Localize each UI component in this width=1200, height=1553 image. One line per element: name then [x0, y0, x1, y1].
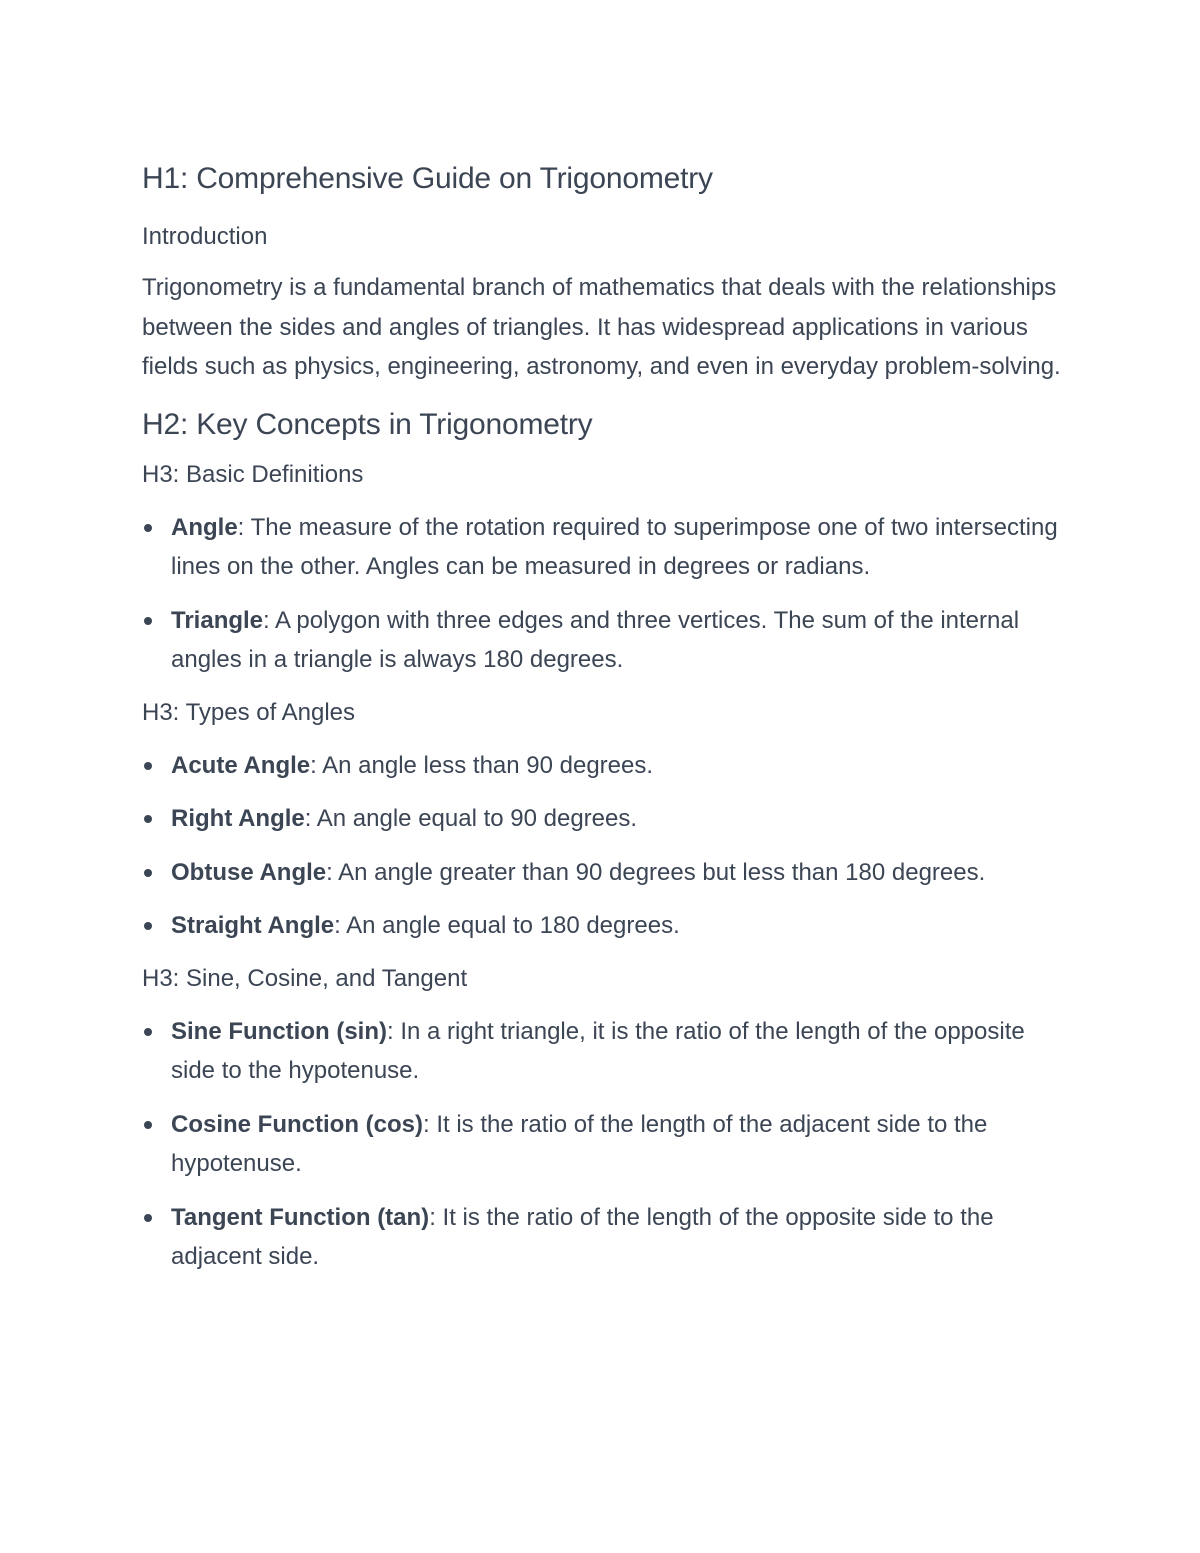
list-item [142, 1198, 1062, 1277]
intro-paragraph: Trigonometry is a fundamental branch of mathematics that deals with the relationships between the sides and angles of triangles. It has widespread applications in various fields such as physics, engineering, astronomy, and even in everyday problem-solving. [142, 274, 1061, 380]
document-page [142, 158, 1062, 1293]
list-item [142, 1105, 1062, 1184]
term-label: Angle [171, 513, 238, 541]
term-description: : An angle equal to 180 degrees. [334, 912, 680, 939]
term-description: : An angle less than 90 degrees. [310, 751, 654, 779]
term-description: : In a right triangle, it is the ratio of the length of the opposite side to the hypotenuse. [171, 1017, 1025, 1084]
term-description: : A polygon with three edges and three vertices. The sum of the internal angles in a triangle is always 180 degrees. [171, 606, 1020, 673]
term-label: Acute Angle [171, 751, 311, 779]
bullet-list-trig-functions [142, 1012, 1062, 1277]
list-item [142, 601, 1062, 680]
term-label: Triangle [171, 606, 264, 634]
term-description: : An angle greater than 90 degrees but less than 180 degrees. [326, 858, 986, 886]
list-item [142, 1012, 1062, 1091]
term-label: Straight Angle [171, 912, 335, 939]
term-label: Right Angle [171, 805, 305, 832]
term-description: : It is the ratio of the length of the adjacent side to the hypotenuse. [171, 1110, 988, 1177]
list-item [142, 853, 1062, 893]
list-item [142, 508, 1062, 587]
bullet-list-types-of-angles [142, 746, 1062, 946]
term-description: : An angle equal to 90 degrees. [304, 805, 638, 832]
term-label: Obtuse Angle [171, 858, 327, 886]
term-description: : It is the ratio of the length of the opposite side to the adjacent side. [171, 1203, 994, 1270]
document-title: H1: Comprehensive Guide on Trigonometry [142, 162, 713, 195]
subsection-title-types-of-angles: H3: Types of Angles [142, 698, 356, 726]
list-item [142, 906, 1062, 946]
list-item [142, 746, 1062, 786]
term-description: : The measure of the rotation required to superimpose one of two intersecting lines on the other. Angles can be measured in degrees or radians. [171, 513, 1058, 580]
term-label: Tangent Function (tan) [171, 1203, 430, 1231]
term-label: Sine Function (sin) [171, 1017, 387, 1045]
subsection-title-basic-definitions: H3: Basic Definitions [142, 460, 364, 488]
subsection-title-sine-cosine-tangent: H3: Sine, Cosine, and Tangent [142, 964, 468, 992]
term-label: Cosine Function (cos) [171, 1110, 423, 1138]
bullet-list-basic-definitions [142, 508, 1062, 680]
section-title: H2: Key Concepts in Trigonometry [142, 407, 593, 441]
list-item [142, 799, 1062, 839]
intro-label: Introduction [142, 223, 268, 250]
